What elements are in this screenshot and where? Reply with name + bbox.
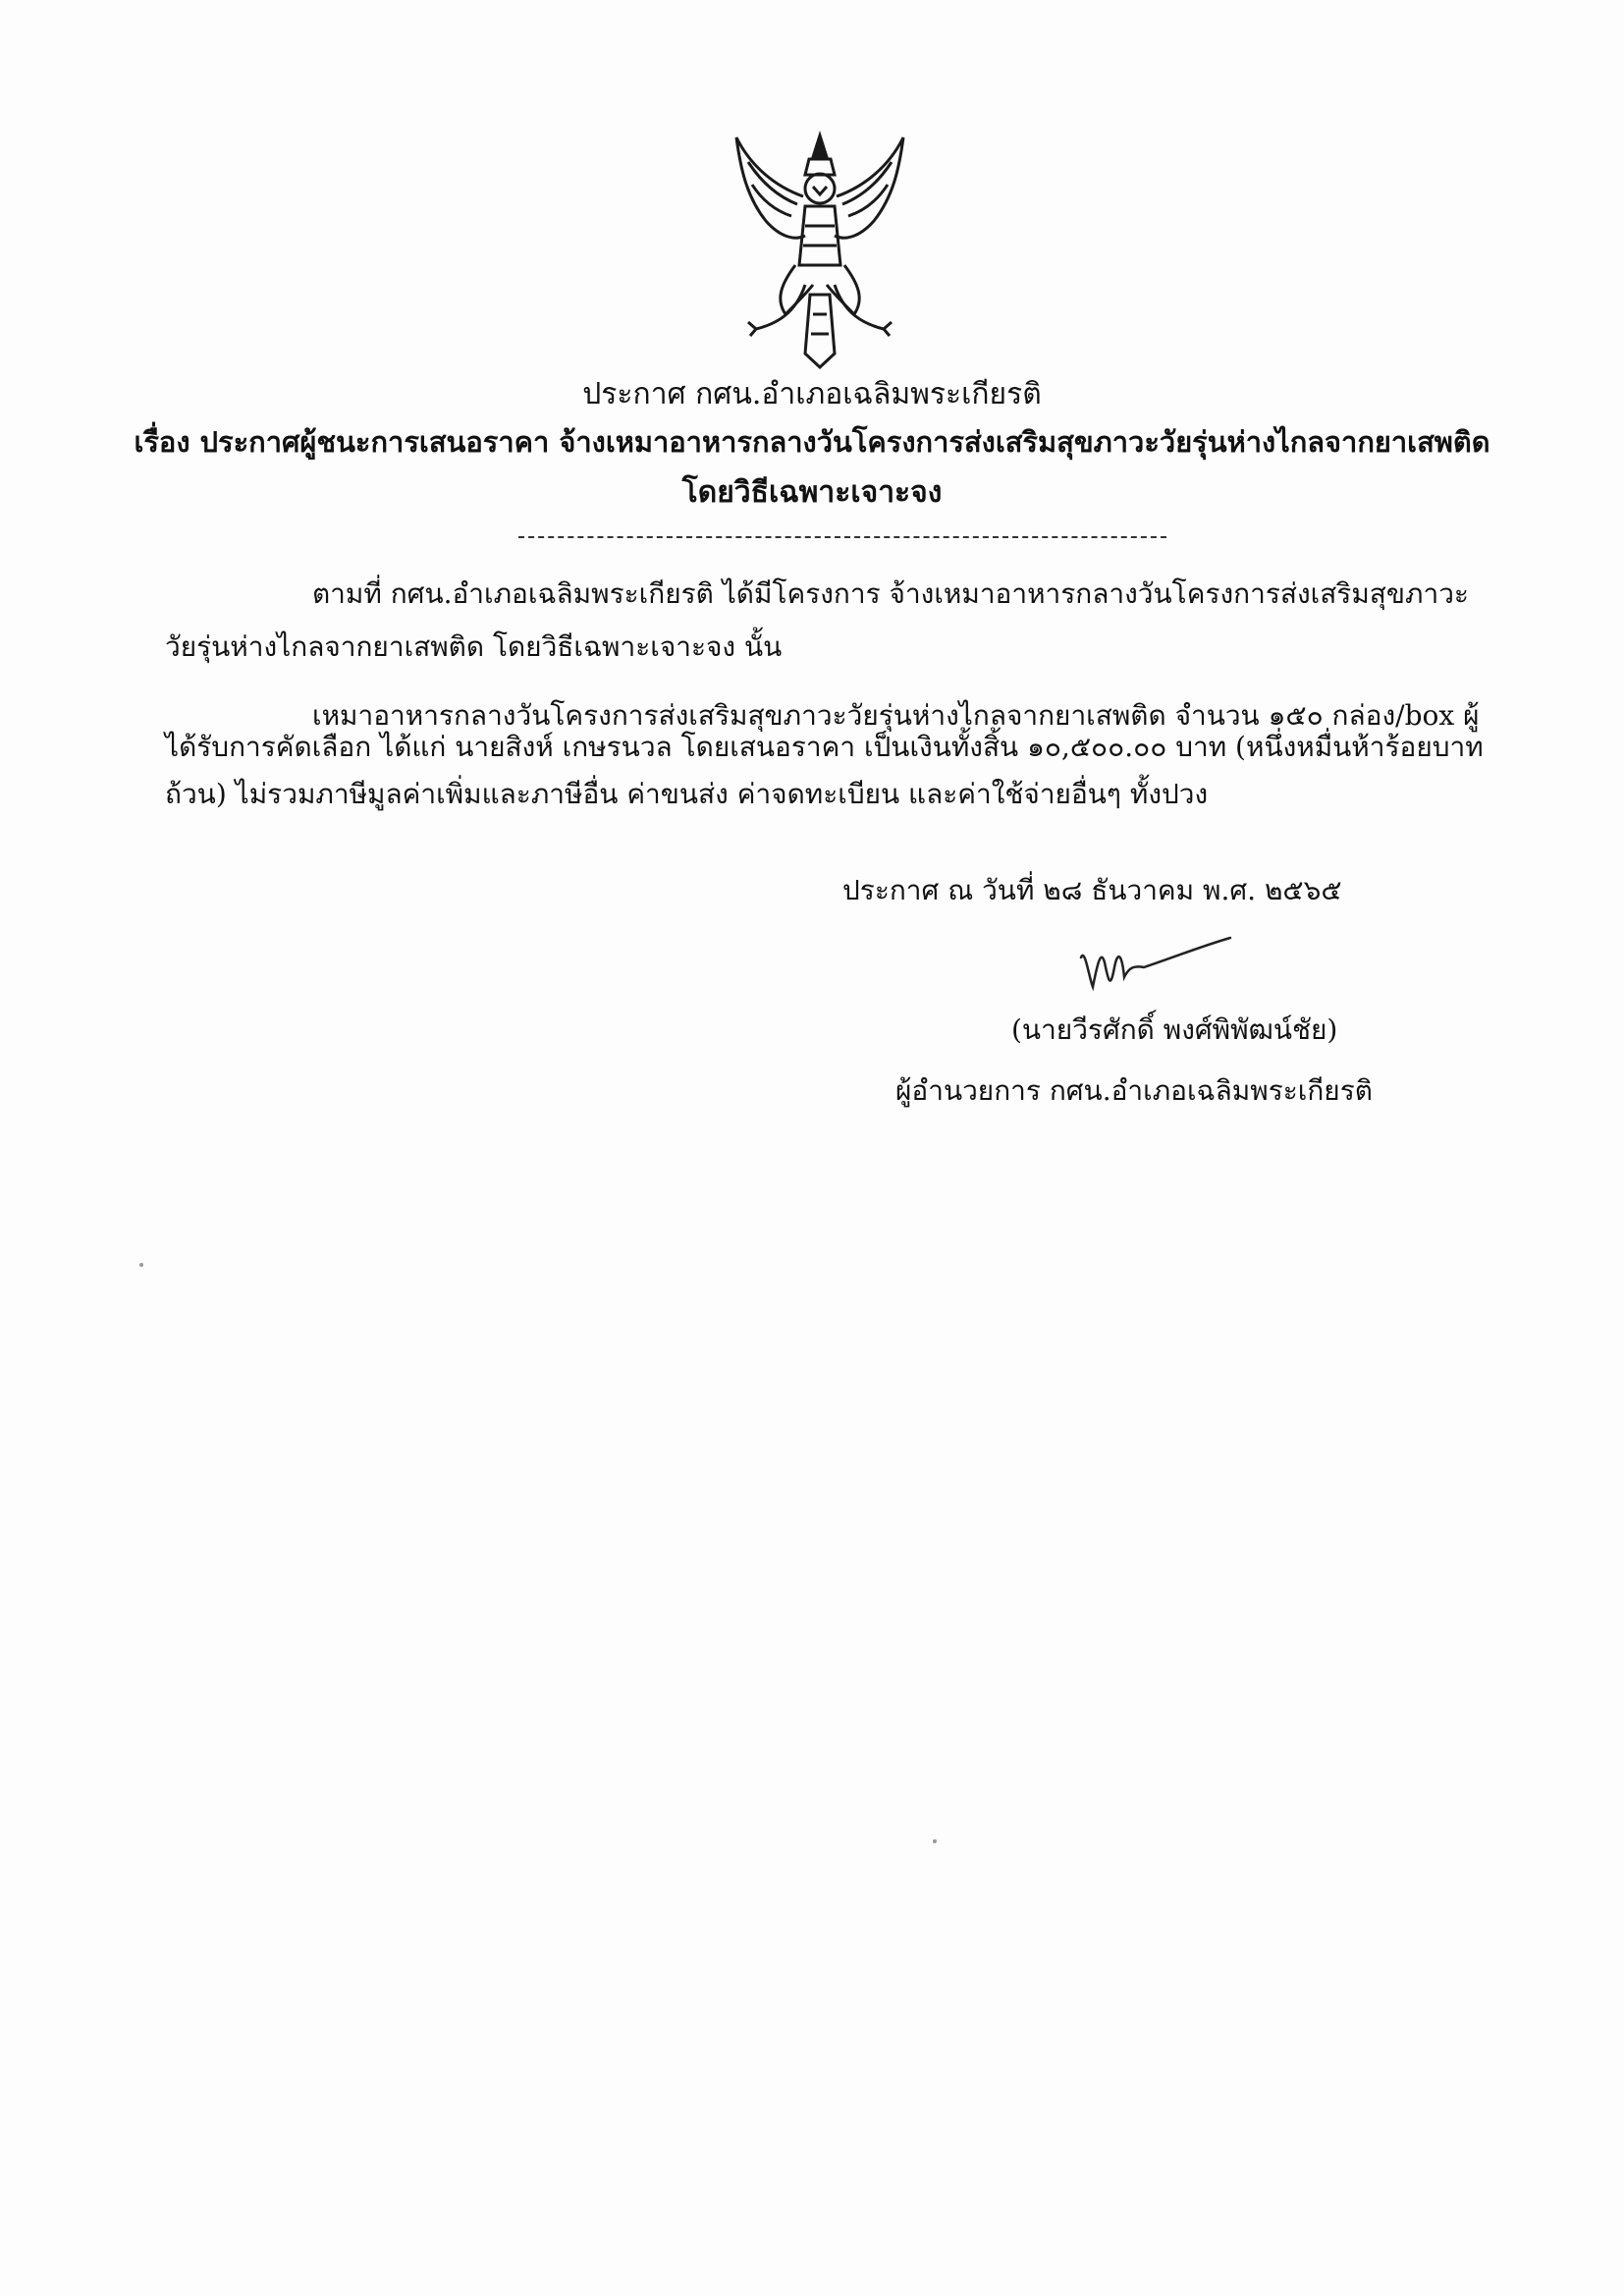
signer-title: ผู้อำนวยการ กศน.อำเภอเฉลิมพระเกียรติ [895, 1074, 1373, 1107]
signer-name: (นายวีรศักดิ์ พงศ์พิพัฒน์ชัย) [1011, 1013, 1338, 1046]
paragraph-1-line-1: ตามที่ กศน.อำเภอเฉลิมพระเกียรติ ได้มีโครงการ จ้างเหมาอาหารกลางวันโครงการส่งเสริมสุขภาวะ [312, 577, 1469, 610]
announcement-issuer: ประกาศ กศน.อำเภอเฉลิมพระเกียรติ [582, 377, 1042, 411]
announcement-subject: เรื่อง ประกาศผู้ชนะการเสนอราคา จ้างเหมาอาหารกลางวันโครงการส่งเสริมสุขภาวะวัยรุ่นห่างไกลจากยาเสพติด [134, 425, 1490, 459]
paragraph-2-line-2: ได้รับการคัดเลือก ได้แก่ นายสิงห์ เกษรนวล โดยเสนอราคา เป็นเงินทั้งสิ้น ๑๐,๕๐๐.๐๐ บาท (หนึ่งหมื่นห้าร้อยบาท [165, 731, 1484, 763]
procurement-method: โดยวิธีเฉพาะเจาะจง [681, 475, 943, 510]
paragraph-2-line-3: ถ้วน) ไม่รวมภาษีมูลค่าเพิ่มและภาษีอื่น ค่าขนส่ง ค่าจดทะเบียน และค่าใช้จ่ายอื่นๆ ทั้งปวง [165, 778, 1209, 810]
header-divider [518, 536, 1166, 538]
garuda-emblem-icon [727, 128, 913, 373]
scan-speck [933, 1839, 937, 1843]
announcement-date: ประกาศ ณ วันที่ ๒๘ ธันวาคม พ.ศ. ๒๕๖๕ [842, 874, 1342, 906]
scan-speck [139, 1263, 143, 1267]
paragraph-2-line-1: เหมาอาหารกลางวันโครงการส่งเสริมสุขภาวะวัยรุ่นห่างไกลจากยาเสพติด จำนวน ๑๕๐ กล่อง/box ผู้ [312, 699, 1480, 732]
handwritten-signature [1075, 928, 1232, 1007]
paragraph-1-line-2: วัยรุ่นห่างไกลจากยาเสพติด โดยวิธีเฉพาะเจาะจง นั้น [165, 630, 783, 663]
